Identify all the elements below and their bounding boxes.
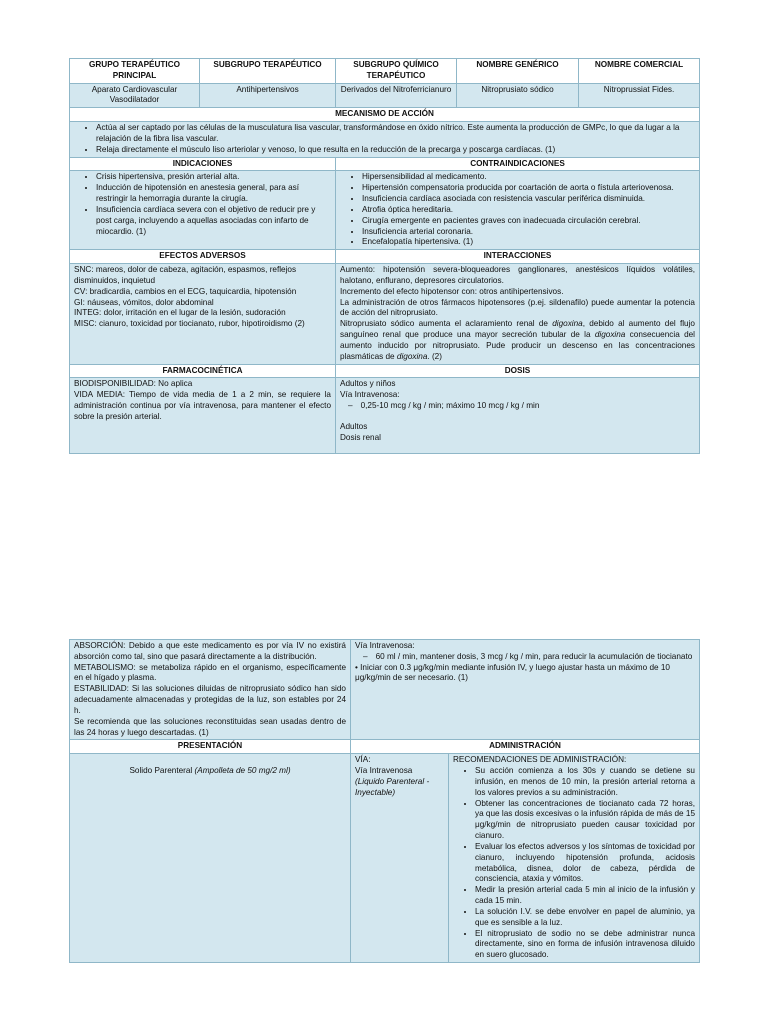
drug-chemical-subgroup: Derivados del Nitroferricianuro (336, 83, 457, 108)
interaccion-paragraph: La administración de otros fármacos hipotensores (p.ej. sildenafilo) puede aumentar la potencia de acción del nitroprusiato. (340, 297, 695, 318)
drug-generic-name: Nitroprusiato sódico (457, 83, 579, 108)
section-title-interacciones: INTERACCIONES (336, 250, 700, 264)
header-nombre-comercial: NOMBRE COMERCIAL (579, 59, 700, 84)
list-item: • Encefalopatía hipertensiva. (1) (362, 237, 695, 248)
drug-table-page-2 (69, 639, 700, 963)
drug-name-italic: digoxina (396, 351, 428, 361)
list-item: • La solución I.V. se debe envolver en papel de aluminio, ya que es sensible a la luz. (475, 907, 695, 929)
dosis-line: – 0,25-10 mcg / kg / min; máximo 10 mcg / kg / min (362, 401, 695, 412)
via-content (351, 754, 449, 963)
efecto-line: MISC: cianuro, toxicidad por tiocianato, rubor, hipotiroidismo (2) (74, 319, 305, 329)
recomendaciones-content (449, 754, 700, 963)
dosis-line: Dosis renal (340, 432, 381, 442)
drug-name-italic: digoxina (594, 330, 626, 340)
header-subgrupo: SUBGRUPO TERAPÉUTICO (200, 59, 336, 84)
section-title-contraindicaciones: CONTRAINDICACIONES (336, 157, 700, 171)
presentacion-text: Solido Parenteral (129, 766, 195, 776)
section-title-farmacocinetica: FARMACOCINÉTICA (70, 364, 336, 378)
indicaciones-content (70, 171, 336, 250)
interaccion-paragraph (340, 319, 695, 362)
interaccion-paragraph: Aumento: hipotensión severa-bloqueadores ganglionares, anestésicos líquidos volátiles, halotano, enflurano, depresores circulatorios. (340, 265, 695, 285)
list-item: • Crisis hipertensiva, presión arterial alta. (96, 172, 331, 183)
recomendacion-soluciones: Se recomienda que las soluciones reconstituidas sean usadas dentro de las 24 horas y luego descartadas. (1) (74, 716, 346, 737)
list-item: • Hipertensión compensatoria producida por coartación de aorta o fístula arteriovenosa. (362, 183, 695, 194)
absorcion: ABSORCIÓN: Debido a que este medicamento es por vía IV no existirá absorción como tal, sino que pasará directamente a la distribución. (74, 641, 346, 661)
list-item: • El nitroprusiato de sodio no se debe administrar nunca directamente, sino en forma de infusión intravenosa diluido en suero glucosado. (475, 929, 695, 961)
list-item: • Evaluar los efectos adversos y los síntomas de toxicidad por cianuro, incluyendo hipotensión profunda, acidosis metabólica, disnea, dolor de cabeza, pérdida de consciencia, ataxia y vómitos. (475, 842, 695, 885)
list-item: • Obtener las concentraciones de tiocianato cada 72 horas, ya que las dosis excesivas o la infusión rápida de más de 15 μg/kg/min de nitroprusiato pueden causar toxicidad por cianuro. (475, 799, 695, 842)
list-item: • Su acción comienza a los 30s y cuando se detiene su infusión, en menos de 10 min, la presión arterial retorna a los valores previos a su administración. (475, 766, 695, 798)
header-subgrupo-quimico: SUBGRUPO QUÍMICO TERAPÉUTICO (336, 59, 457, 84)
metabolismo: METABOLISMO: se metaboliza rápido en el organismo, específicamente en el hígado y plasma. (74, 662, 346, 683)
list-item: • Cirugía emergente en pacientes graves con inadecuada circulación cerebral. (362, 216, 695, 227)
section-title-dosis: DOSIS (336, 364, 700, 378)
dosis-line: Vía Intravenosa: (340, 390, 400, 400)
list-item: • Insuficiencia cardíaca asociada con resistencia vascular periférica disminuida. (362, 194, 695, 205)
biodisponibilidad: BIODISPONIBILIDAD: No aplica (74, 379, 193, 389)
dosis-line: Adultos y niños (340, 379, 396, 389)
vida-media: VIDA MEDIA: Tiempo de vida media de 1 a 2 min, se requiere la administración continua por vía intravenosa, para mantener el efecto sobre la presión arterial. (74, 390, 331, 421)
efecto-line: CV: bradicardia, cambios en el ECG, taquicardia, hipotensión (74, 286, 297, 296)
dosis-continued (351, 640, 700, 740)
interacciones-content (336, 264, 700, 364)
list-item: • Atrofia óptica hereditaria. (362, 205, 695, 216)
via-detail: (Liquido Parenteral - Inyectable) (355, 776, 430, 797)
mecanismo-content (70, 122, 700, 157)
list-item: • Actúa al ser captado por las células de la musculatura lisa vascular, transformándose en óxido nítrico. Este aumenta la producción de GMPc, lo que da lugar a la relajación de la fibra lisa vascular. (96, 123, 695, 145)
recomendaciones-title: RECOMENDACIONES DE ADMINISTRACIÓN: (453, 755, 627, 765)
list-item: • Relaja directamente el músculo liso arteriolar y venoso, lo que resulta en la reducción de la precarga y poscarga cardíacas. (1) (96, 145, 695, 156)
interaccion-paragraph: Incremento del efecto hipotensor con: otros antihipertensivos. (340, 286, 564, 296)
text-span: , debido al aumento del flujo sanguíneo renal que produce una mayor secreción tubular de la (340, 319, 695, 340)
drug-group: Aparato Cardiovascular Vasodilatador (70, 83, 200, 108)
farmacocinetica-content (70, 378, 336, 454)
farmacocinetica-continued (70, 640, 351, 740)
list-item: • Insuficiencia arterial coronaria. (362, 227, 695, 238)
drug-subgroup: Antihipertensivos (200, 83, 336, 108)
drug-commercial-name: Nitroprussiat Fides. (579, 83, 700, 108)
section-title-efectos: EFECTOS ADVERSOS (70, 250, 336, 264)
text-span: . (2) (427, 351, 442, 361)
efectos-content (70, 264, 336, 364)
drug-name-italic: digoxina (552, 319, 583, 329)
header-grupo: GRUPO TERAPÉUTICO PRINCIPAL (70, 59, 200, 84)
section-title-mecanismo: MECANISMO DE ACCIÓN (70, 108, 700, 122)
presentacion-detail: (Ampolleta de 50 mg/2 ml) (194, 766, 291, 776)
dosis-line: Adultos (340, 421, 368, 431)
estabilidad: ESTABILIDAD: Si las soluciones diluidas de nitroprusiato sódico han sido adecuadamente almacenadas y protegidas de la luz, son estables por 24 h. (74, 684, 346, 715)
section-title-indicaciones: INDICACIONES (70, 157, 336, 171)
text-span: Nitroprusiato sódico aumenta el aclaramiento renal de (340, 319, 553, 329)
dosis-content (336, 378, 700, 454)
list-item: • Inducción de hipotensión en anestesia general, para así restringir la hemorragia durante la cirugía. (96, 183, 331, 205)
section-title-presentacion: PRESENTACIÓN (70, 740, 351, 754)
presentacion-content (70, 754, 351, 963)
efecto-line: INTEG: dolor, irritación en el lugar de la lesión, sudoración (74, 308, 286, 318)
drug-table-page-1 (69, 58, 700, 454)
via-title: VÍA: (355, 755, 371, 765)
dosis-line: Vía Intravenosa: (355, 641, 415, 650)
efecto-line: SNC: mareos, dolor de cabeza, agitación, espasmos, reflejos disminuidos, inquietud (74, 265, 297, 285)
contraindicaciones-content (336, 171, 700, 250)
section-title-administracion: ADMINISTRACIÓN (351, 740, 700, 754)
list-item: • Medir la presión arterial cada 5 min al inicio de la infusión y cada 15 min. (475, 885, 695, 907)
header-nombre-generico: NOMBRE GENÉRICO (457, 59, 579, 84)
list-item: • Insuficiencia cardíaca severa con el objetivo de reducir pre y post carga, incluyendo a aquellas asociadas con infarto de miocardio. (1) (96, 205, 331, 237)
dosis-line: • Iniciar con 0.3 μg/kg/min mediante infusión IV, y luego ajustar hasta un máximo de 10 μg/kg/min de ser necesario. (1) (355, 662, 670, 683)
via-text: Vía Intravenosa (355, 766, 413, 776)
dosis-line: – 60 ml / min, mantener dosis, 3 mcg / kg / min, para reducir la acumulación de tiocianato (377, 652, 695, 663)
text-span: consecuencia del aumento inducido por nitroprusiato. Pude producir un descenso en las concentraciones plasmáticas de (340, 330, 695, 361)
efecto-line: GI: náuseas, vómitos, dolor abdominal (74, 297, 214, 307)
list-item: • Hipersensibilidad al medicamento. (362, 172, 695, 183)
